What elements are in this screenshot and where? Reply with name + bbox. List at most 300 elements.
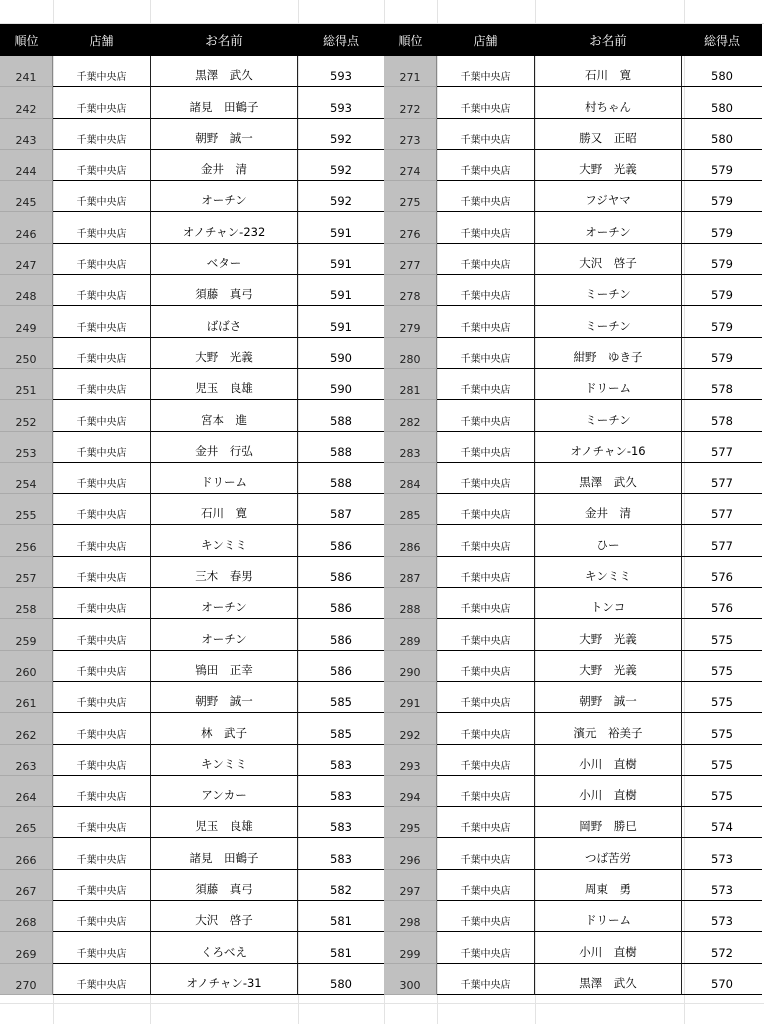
table-row [384, 119, 762, 150]
table-row [0, 338, 384, 369]
store-cell: 千葉中央店 [437, 212, 534, 243]
rank-cell: 273 [384, 119, 437, 150]
header-rank: 順位 [398, 33, 423, 48]
rank-cell: 276 [384, 212, 437, 243]
name-cell: キンミミ [150, 745, 298, 776]
rank-cell: 297 [384, 870, 437, 901]
rank-cell: 265 [0, 807, 53, 838]
table-row [384, 275, 762, 306]
name-cell: 諸見 田鶴子 [150, 838, 298, 869]
name-cell: キンミミ [150, 525, 298, 556]
table-row [384, 87, 762, 118]
rank-cell: 298 [384, 901, 437, 932]
table-row [0, 212, 384, 243]
name-cell: 金井 行弘 [150, 432, 298, 463]
rank-cell: 281 [384, 369, 437, 400]
score-cell: 583 [298, 838, 384, 869]
score-cell: 592 [298, 181, 384, 212]
rank-cell: 245 [0, 181, 53, 212]
rank-cell: 260 [0, 651, 53, 682]
rank-cell: 280 [384, 338, 437, 369]
score-cell: 588 [298, 432, 384, 463]
store-cell: 千葉中央店 [437, 682, 534, 713]
rank-cell: 247 [0, 244, 53, 275]
store-cell: 千葉中央店 [437, 932, 534, 963]
score-cell: 586 [298, 525, 384, 556]
name-cell: 小川 直樹 [534, 776, 682, 807]
rank-cell: 241 [0, 56, 53, 87]
rank-cell: 257 [0, 557, 53, 588]
table-row [0, 901, 384, 932]
store-cell: 千葉中央店 [437, 150, 534, 181]
store-cell: 千葉中央店 [53, 745, 150, 776]
table-row [384, 870, 762, 901]
name-cell: 村ちゃん [534, 87, 682, 118]
table-row [384, 181, 762, 212]
rank-cell: 278 [384, 275, 437, 306]
rank-cell: 242 [0, 87, 53, 118]
header-score: 総得点 [322, 33, 359, 48]
name-cell: 大野 光義 [150, 338, 298, 369]
store-cell: 千葉中央店 [437, 463, 534, 494]
store-cell: 千葉中央店 [437, 776, 534, 807]
table-row [0, 588, 384, 619]
store-cell: 千葉中央店 [53, 306, 150, 337]
name-cell: ミーチン [534, 275, 682, 306]
table-row [0, 870, 384, 901]
store-cell: 千葉中央店 [53, 432, 150, 463]
table-row [384, 338, 762, 369]
rank-cell: 268 [0, 901, 53, 932]
table-row [384, 306, 762, 337]
store-cell: 千葉中央店 [53, 338, 150, 369]
rank-cell: 249 [0, 306, 53, 337]
store-cell: 千葉中央店 [53, 212, 150, 243]
store-cell: 千葉中央店 [53, 87, 150, 118]
ranking-table-right [384, 24, 762, 995]
name-cell: 三木 春男 [150, 557, 298, 588]
name-cell: ミーチン [534, 306, 682, 337]
table-row [0, 56, 384, 87]
rank-cell: 285 [384, 494, 437, 525]
table-row [384, 369, 762, 400]
table-row [384, 244, 762, 275]
store-cell: 千葉中央店 [53, 494, 150, 525]
table-row [384, 807, 762, 838]
rank-cell: 288 [384, 588, 437, 619]
store-cell: 千葉中央店 [53, 870, 150, 901]
table-row [0, 463, 384, 494]
name-cell: 児玉 良雄 [150, 807, 298, 838]
rank-cell: 300 [384, 964, 437, 995]
name-cell: オーチン [534, 212, 682, 243]
score-cell: 577 [682, 494, 762, 525]
score-cell: 581 [298, 932, 384, 963]
name-cell: キンミミ [534, 557, 682, 588]
name-cell: 大野 光義 [534, 619, 682, 650]
store-cell: 千葉中央店 [53, 964, 150, 995]
header-store: 店舗 [89, 33, 114, 48]
table-row [384, 56, 762, 87]
name-cell: 小川 直樹 [534, 932, 682, 963]
rank-cell: 243 [0, 119, 53, 150]
rank-cell: 259 [0, 619, 53, 650]
table-row [0, 651, 384, 682]
rank-cell: 274 [384, 150, 437, 181]
score-cell: 578 [682, 369, 762, 400]
store-cell: 千葉中央店 [53, 400, 150, 431]
rank-cell: 291 [384, 682, 437, 713]
rank-cell: 286 [384, 525, 437, 556]
rank-cell: 256 [0, 525, 53, 556]
table-row [0, 619, 384, 650]
store-cell: 千葉中央店 [53, 369, 150, 400]
table-row [0, 776, 384, 807]
table-row [384, 400, 762, 431]
table-row [0, 87, 384, 118]
table-row [0, 494, 384, 525]
score-cell: 593 [298, 56, 384, 87]
name-cell: 黒澤 武久 [534, 463, 682, 494]
rank-cell: 266 [0, 838, 53, 869]
table-row [384, 776, 762, 807]
store-cell: 千葉中央店 [53, 119, 150, 150]
table-row [0, 181, 384, 212]
name-cell: オノチャン-31 [150, 964, 298, 995]
table-row [0, 525, 384, 556]
score-cell: 588 [298, 400, 384, 431]
score-cell: 579 [682, 181, 762, 212]
table-row [384, 525, 762, 556]
name-cell: ドリーム [150, 463, 298, 494]
name-cell: 朝野 誠一 [150, 682, 298, 713]
name-cell: ばばさ [150, 306, 298, 337]
table-row [0, 932, 384, 963]
name-cell: 諸見 田鶴子 [150, 87, 298, 118]
store-cell: 千葉中央店 [53, 807, 150, 838]
name-cell: つば苦労 [534, 838, 682, 869]
name-cell: 林 武子 [150, 713, 298, 744]
store-cell: 千葉中央店 [53, 651, 150, 682]
name-cell: 児玉 良雄 [150, 369, 298, 400]
name-cell: 大野 光義 [534, 150, 682, 181]
score-cell: 591 [298, 306, 384, 337]
header-store: 店舗 [473, 33, 498, 48]
table-row [384, 713, 762, 744]
table-row [384, 212, 762, 243]
score-cell: 591 [298, 275, 384, 306]
store-cell: 千葉中央店 [53, 557, 150, 588]
name-cell: 勝又 正昭 [534, 119, 682, 150]
store-cell: 千葉中央店 [53, 776, 150, 807]
table-row [0, 275, 384, 306]
rank-cell: 290 [384, 651, 437, 682]
name-cell: オノチャン-16 [534, 432, 682, 463]
table-row [0, 745, 384, 776]
name-cell: 大沢 啓子 [534, 244, 682, 275]
name-cell: ベター [150, 244, 298, 275]
table-row [384, 463, 762, 494]
rank-cell: 255 [0, 494, 53, 525]
table-body [0, 56, 384, 995]
table-row [0, 369, 384, 400]
name-cell: 朝野 誠一 [534, 682, 682, 713]
table-row [0, 306, 384, 337]
store-cell: 千葉中央店 [53, 150, 150, 181]
store-cell: 千葉中央店 [53, 682, 150, 713]
rank-cell: 269 [0, 932, 53, 963]
header-name: お名前 [205, 33, 243, 48]
store-cell: 千葉中央店 [437, 306, 534, 337]
score-cell: 572 [682, 932, 762, 963]
table-row [0, 150, 384, 181]
rank-cell: 248 [0, 275, 53, 306]
score-cell: 579 [682, 275, 762, 306]
score-cell: 586 [298, 557, 384, 588]
store-cell: 千葉中央店 [437, 964, 534, 995]
rank-cell: 294 [384, 776, 437, 807]
name-cell: 金井 清 [534, 494, 682, 525]
rank-cell: 263 [0, 745, 53, 776]
table-row [0, 400, 384, 431]
store-cell: 千葉中央店 [437, 557, 534, 588]
score-cell: 575 [682, 619, 762, 650]
rank-cell: 262 [0, 713, 53, 744]
score-cell: 579 [682, 150, 762, 181]
ranking-table-left [0, 24, 384, 995]
store-cell: 千葉中央店 [437, 87, 534, 118]
score-cell: 583 [298, 776, 384, 807]
rank-cell: 246 [0, 212, 53, 243]
table-row [0, 119, 384, 150]
table-row [384, 150, 762, 181]
store-cell: 千葉中央店 [437, 494, 534, 525]
store-cell: 千葉中央店 [437, 870, 534, 901]
store-cell: 千葉中央店 [437, 432, 534, 463]
table-header [0, 24, 384, 56]
name-cell: くろべえ [150, 932, 298, 963]
store-cell: 千葉中央店 [437, 901, 534, 932]
store-cell: 千葉中央店 [437, 525, 534, 556]
rank-cell: 279 [384, 306, 437, 337]
name-cell: ドリーム [534, 369, 682, 400]
store-cell: 千葉中央店 [53, 525, 150, 556]
store-cell: 千葉中央店 [437, 588, 534, 619]
store-cell: 千葉中央店 [437, 369, 534, 400]
score-cell: 577 [682, 525, 762, 556]
rank-cell: 254 [0, 463, 53, 494]
score-cell: 573 [682, 901, 762, 932]
score-cell: 580 [298, 964, 384, 995]
rank-cell: 271 [384, 56, 437, 87]
store-cell: 千葉中央店 [437, 807, 534, 838]
store-cell: 千葉中央店 [53, 619, 150, 650]
rank-cell: 277 [384, 244, 437, 275]
score-cell: 586 [298, 588, 384, 619]
name-cell: 大沢 啓子 [150, 901, 298, 932]
name-cell: 周東 勇 [534, 870, 682, 901]
name-cell: 濱元 裕美子 [534, 713, 682, 744]
rank-cell: 251 [0, 369, 53, 400]
rank-cell: 296 [384, 838, 437, 869]
name-cell: 石川 寛 [150, 494, 298, 525]
store-cell: 千葉中央店 [437, 244, 534, 275]
rank-cell: 284 [384, 463, 437, 494]
score-cell: 570 [682, 964, 762, 995]
score-cell: 593 [298, 87, 384, 118]
table-row [0, 838, 384, 869]
store-cell: 千葉中央店 [437, 338, 534, 369]
table-header [384, 24, 762, 56]
score-cell: 590 [298, 369, 384, 400]
name-cell: オーチン [150, 588, 298, 619]
table-row [384, 588, 762, 619]
name-cell: 朝野 誠一 [150, 119, 298, 150]
name-cell: 石川 寛 [534, 56, 682, 87]
rank-cell: 292 [384, 713, 437, 744]
store-cell: 千葉中央店 [437, 745, 534, 776]
table-row [0, 964, 384, 995]
score-cell: 575 [682, 713, 762, 744]
table-row [384, 494, 762, 525]
store-cell: 千葉中央店 [437, 119, 534, 150]
table-body [384, 56, 762, 995]
rank-cell: 264 [0, 776, 53, 807]
score-cell: 592 [298, 119, 384, 150]
name-cell: アンカー [150, 776, 298, 807]
score-cell: 583 [298, 807, 384, 838]
rank-cell: 282 [384, 400, 437, 431]
store-cell: 千葉中央店 [437, 56, 534, 87]
score-cell: 575 [682, 776, 762, 807]
score-cell: 590 [298, 338, 384, 369]
store-cell: 千葉中央店 [53, 56, 150, 87]
score-cell: 576 [682, 557, 762, 588]
score-cell: 585 [298, 713, 384, 744]
store-cell: 千葉中央店 [53, 588, 150, 619]
name-cell: ひー [534, 525, 682, 556]
table-row [0, 682, 384, 713]
store-cell: 千葉中央店 [437, 400, 534, 431]
score-cell: 579 [682, 212, 762, 243]
table-row [384, 838, 762, 869]
score-cell: 574 [682, 807, 762, 838]
store-cell: 千葉中央店 [53, 181, 150, 212]
score-cell: 575 [682, 745, 762, 776]
header-rank: 順位 [14, 33, 39, 48]
score-cell: 580 [682, 119, 762, 150]
store-cell: 千葉中央店 [437, 275, 534, 306]
rank-cell: 275 [384, 181, 437, 212]
table-row [384, 932, 762, 963]
store-cell: 千葉中央店 [53, 463, 150, 494]
rank-cell: 250 [0, 338, 53, 369]
name-cell: 小川 直樹 [534, 745, 682, 776]
store-cell: 千葉中央店 [437, 181, 534, 212]
header-name: お名前 [589, 33, 627, 48]
score-cell: 578 [682, 400, 762, 431]
score-cell: 580 [682, 87, 762, 118]
name-cell: ミーチン [534, 400, 682, 431]
rank-cell: 299 [384, 932, 437, 963]
store-cell: 千葉中央店 [437, 619, 534, 650]
score-cell: 586 [298, 619, 384, 650]
name-cell: トンコ [534, 588, 682, 619]
score-cell: 573 [682, 870, 762, 901]
store-cell: 千葉中央店 [53, 901, 150, 932]
store-cell: 千葉中央店 [53, 838, 150, 869]
rank-cell: 295 [384, 807, 437, 838]
rank-cell: 267 [0, 870, 53, 901]
score-cell: 591 [298, 212, 384, 243]
score-cell: 585 [298, 682, 384, 713]
table-row [0, 807, 384, 838]
score-cell: 588 [298, 463, 384, 494]
table-row [384, 619, 762, 650]
score-cell: 583 [298, 745, 384, 776]
score-cell: 573 [682, 838, 762, 869]
rank-cell: 253 [0, 432, 53, 463]
rank-cell: 289 [384, 619, 437, 650]
rank-cell: 258 [0, 588, 53, 619]
name-cell: 大野 光義 [534, 651, 682, 682]
score-cell: 575 [682, 651, 762, 682]
score-cell: 575 [682, 682, 762, 713]
table-row [384, 682, 762, 713]
score-cell: 577 [682, 432, 762, 463]
rank-cell: 283 [384, 432, 437, 463]
rank-cell: 244 [0, 150, 53, 181]
score-cell: 586 [298, 651, 384, 682]
store-cell: 千葉中央店 [53, 932, 150, 963]
score-cell: 576 [682, 588, 762, 619]
name-cell: 黒澤 武久 [150, 56, 298, 87]
name-cell: 宮本 進 [150, 400, 298, 431]
store-cell: 千葉中央店 [53, 275, 150, 306]
table-row [0, 557, 384, 588]
name-cell: 須藤 真弓 [150, 870, 298, 901]
name-cell: 紺野 ゆき子 [534, 338, 682, 369]
rank-cell: 272 [384, 87, 437, 118]
score-cell: 587 [298, 494, 384, 525]
name-cell: 岡野 勝巳 [534, 807, 682, 838]
table-row [384, 432, 762, 463]
score-cell: 592 [298, 150, 384, 181]
score-cell: 579 [682, 306, 762, 337]
score-cell: 580 [682, 56, 762, 87]
score-cell: 579 [682, 244, 762, 275]
score-cell: 591 [298, 244, 384, 275]
name-cell: ドリーム [534, 901, 682, 932]
table-row [0, 432, 384, 463]
table-row [384, 745, 762, 776]
store-cell: 千葉中央店 [437, 713, 534, 744]
rank-cell: 252 [0, 400, 53, 431]
name-cell: オーチン [150, 619, 298, 650]
rank-cell: 270 [0, 964, 53, 995]
store-cell: 千葉中央店 [437, 651, 534, 682]
name-cell: オーチン [150, 181, 298, 212]
name-cell: フジヤマ [534, 181, 682, 212]
score-cell: 577 [682, 463, 762, 494]
rank-cell: 287 [384, 557, 437, 588]
table-row [384, 557, 762, 588]
header-score: 総得点 [703, 33, 740, 48]
store-cell: 千葉中央店 [53, 244, 150, 275]
table-row [384, 901, 762, 932]
name-cell: 黒澤 武久 [534, 964, 682, 995]
table-row [384, 964, 762, 995]
